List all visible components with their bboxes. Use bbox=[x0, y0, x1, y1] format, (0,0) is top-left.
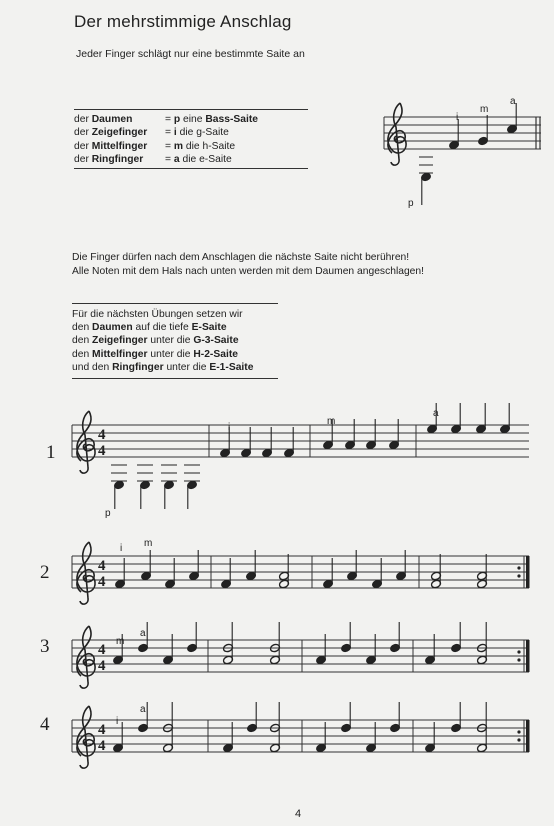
repeat-dot bbox=[517, 650, 520, 653]
time-signature: 4 bbox=[98, 642, 106, 658]
fingering-label: a bbox=[510, 96, 516, 107]
time-signature: 4 bbox=[98, 722, 106, 738]
time-signature: 4 bbox=[98, 427, 106, 443]
instruction-line: Für die nächsten Übungen setzen wir bbox=[72, 309, 243, 320]
time-signature: 4 bbox=[98, 658, 106, 674]
treble-clef-icon bbox=[77, 542, 95, 604]
fingering-label: i bbox=[456, 112, 459, 123]
final-barline bbox=[526, 720, 530, 752]
time-signature: 4 bbox=[98, 738, 106, 754]
repeat-dot bbox=[517, 566, 520, 569]
treble-clef-icon bbox=[77, 626, 95, 688]
final-barline bbox=[526, 640, 530, 672]
fingering-label: m bbox=[327, 416, 336, 427]
fingering-label: i bbox=[228, 422, 231, 433]
rule-line: Alle Noten mit dem Hals nach unten werden mit dem Daumen angeschlagen! bbox=[72, 265, 424, 277]
fingering-label: a bbox=[140, 704, 146, 715]
exercise-number: 2 bbox=[40, 562, 50, 583]
page-title: Der mehrstimmige Anschlag bbox=[74, 12, 292, 31]
treble-clef-icon bbox=[77, 706, 95, 768]
fingering-label: m bbox=[480, 104, 489, 115]
subtitle: Jeder Finger schlägt nur eine bestimmte Saite an bbox=[76, 48, 305, 60]
instruction-line: den Daumen auf die tiefe E-Saite bbox=[72, 322, 227, 334]
rule-line: Die Finger dürfen nach dem Anschlagen die nächste Saite nicht berühren! bbox=[72, 252, 410, 263]
fingering-label: i bbox=[120, 543, 123, 554]
repeat-dot bbox=[517, 574, 520, 577]
time-signature: 4 bbox=[98, 443, 106, 459]
finger-row-daumen: der Daumen = p eine Bass-Saite bbox=[74, 114, 259, 125]
fingering-label: m bbox=[144, 538, 153, 549]
page-number: 4 bbox=[295, 808, 302, 820]
repeat-dot bbox=[517, 730, 520, 733]
time-signature: 4 bbox=[98, 558, 106, 574]
final-barline bbox=[526, 556, 530, 588]
exercise-number: 3 bbox=[40, 636, 50, 657]
repeat-dot bbox=[517, 738, 520, 741]
repeat-dot bbox=[517, 658, 520, 661]
fingering-label: a bbox=[140, 628, 146, 639]
fingering-label: a bbox=[433, 408, 439, 419]
example-staff bbox=[384, 103, 541, 165]
finger-row-mittelfinger: der Mittelfinger = m die h-Saite bbox=[74, 140, 236, 152]
exercise-number: 1 bbox=[46, 442, 56, 463]
fingering-label: i bbox=[116, 716, 119, 727]
fingering-label: m bbox=[116, 636, 125, 647]
instruction-line: und den Ringfinger unter die E-1-Saite bbox=[72, 361, 254, 373]
treble-clef-icon bbox=[77, 411, 95, 473]
finger-row-ringfinger: der Ringfinger = a die e-Saite bbox=[74, 153, 232, 165]
time-signature: 4 bbox=[98, 574, 106, 590]
fingering-label: p bbox=[105, 508, 111, 519]
exercise-number: 4 bbox=[40, 714, 50, 735]
instruction-line: den Zeigefinger unter die G-3-Saite bbox=[72, 335, 239, 347]
instruction-line: den Mittelfinger unter die H-2-Saite bbox=[72, 348, 238, 360]
fingering-label: p bbox=[408, 198, 414, 209]
finger-row-zeigefinger: der Zeigefinger = i die g-Saite bbox=[74, 127, 229, 139]
